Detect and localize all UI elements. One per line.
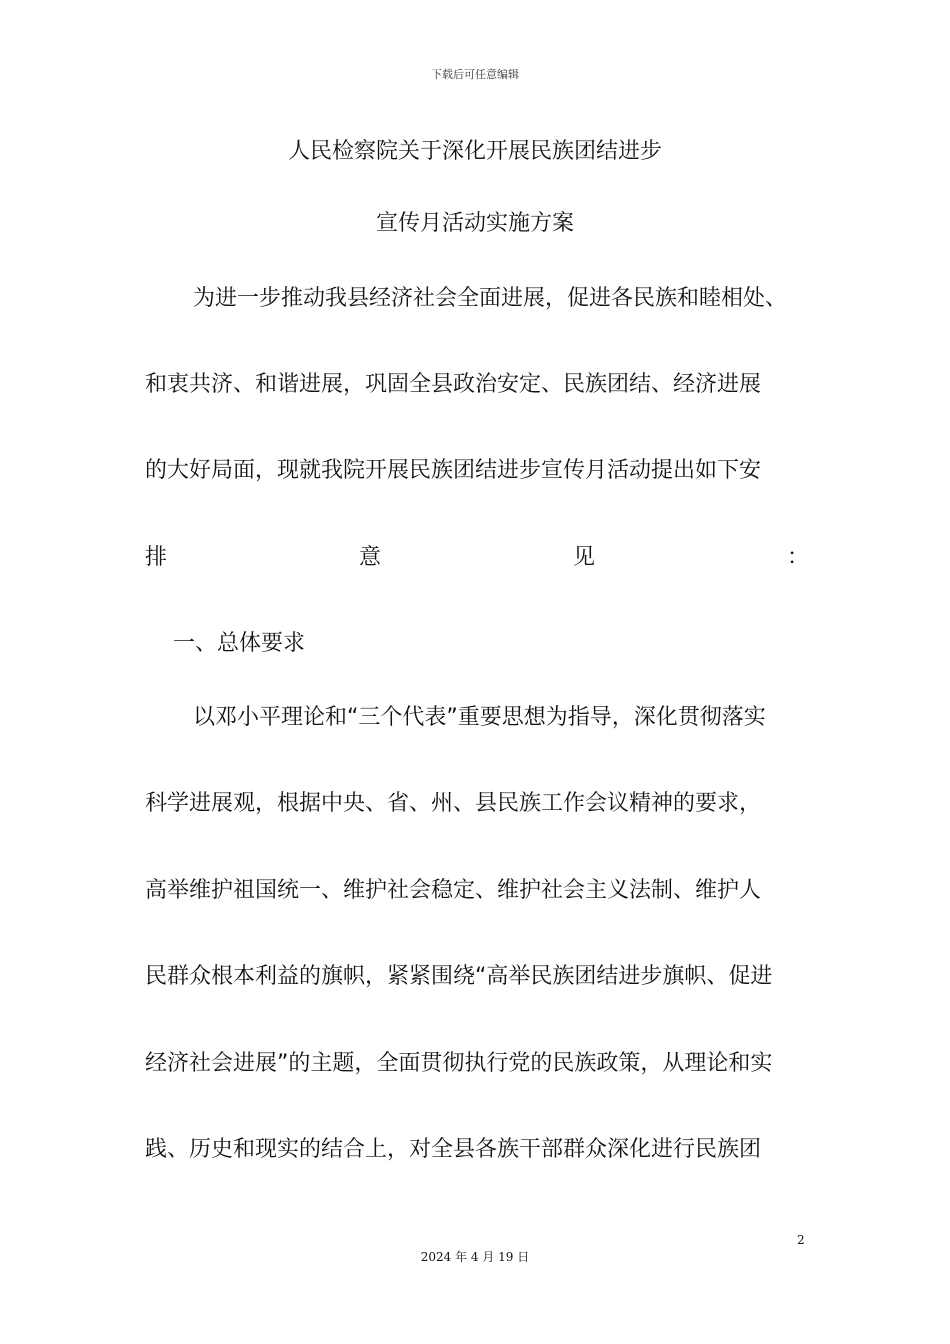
section-1-line-2: 科学进展观，根据中央、省、州、县民族工作会议精神的要求， xyxy=(145,791,762,816)
section-1-line-6: 践、历史和现实的结合上，对全县各族干部群众深化进行民族团 xyxy=(145,1137,762,1162)
footer-date: 2024 年 4 月 19 日 xyxy=(420,1250,530,1264)
section-1-line-3: 高举维护祖国统一、维护社会稳定、维护社会主义法制、维护人 xyxy=(145,878,762,903)
intro-line-3: 的大好局面，现就我院开展民族团结进步宣传月活动提出如下安 xyxy=(145,458,762,483)
page-number: 2 xyxy=(797,1233,805,1247)
intro-line-1: 为进一步推动我县经济社会全面进展，促进各民族和睦相处、 xyxy=(193,286,788,311)
intro-char-2: 意 xyxy=(358,545,381,570)
section-1-line-4: 民群众根本利益的旗帜，紧紧围绕“高举民族团结进步旗帜、促进 xyxy=(145,964,773,989)
intro-char-3: 见 xyxy=(572,545,595,570)
intro-line-2: 和衷共济、和谐进展，巩固全县政治安定、民族团结、经济进展 xyxy=(145,372,762,397)
section-1-line-1: 以邓小平理论和“三个代表”重要思想为指导，深化贯彻落实 xyxy=(193,705,766,730)
header-note: 下载后可任意编辑 xyxy=(431,68,519,81)
document-title-line-2: 宣传月活动实施方案 xyxy=(375,211,574,236)
section-1-line-5: 经济社会进展”的主题，全面贯彻执行党的民族政策，从理论和实 xyxy=(145,1051,773,1076)
intro-char-4: ： xyxy=(786,545,809,570)
document-title-line-1: 人民检察院关于深化开展民族团结进步 xyxy=(287,139,662,164)
intro-char-1: 排 xyxy=(145,545,168,570)
intro-line-4 xyxy=(145,543,809,573)
section-1-heading: 一、总体要求 xyxy=(173,631,306,656)
